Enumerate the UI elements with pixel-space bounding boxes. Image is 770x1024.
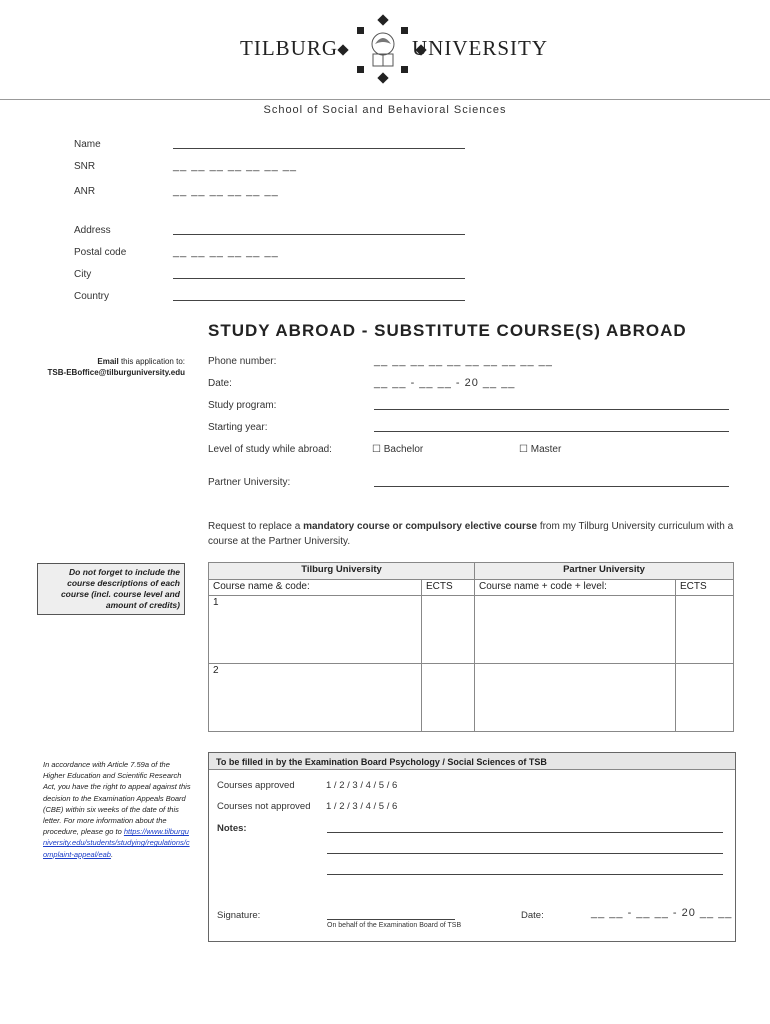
appeal-notice bbox=[43, 759, 193, 860]
request-pre: Request to replace a bbox=[208, 521, 304, 532]
appeal-link[interactable]: https://www.tilburguniversity.edu/students/studying/regulations/complaint-appeal/eab bbox=[43, 827, 190, 859]
address-field[interactable] bbox=[173, 234, 465, 235]
anr-field[interactable]: __ __ __ __ __ __ bbox=[173, 185, 279, 197]
level-label: Level of study while abroad: bbox=[208, 444, 332, 455]
snr-field[interactable]: __ __ __ __ __ __ __ bbox=[173, 160, 297, 172]
university-logo bbox=[240, 14, 548, 86]
row-2-partner-ects[interactable] bbox=[676, 664, 734, 732]
on-behalf-text: On behalf of the Examination Board of TSB bbox=[327, 922, 462, 929]
date-field[interactable]: __ __ - __ __ - 20 __ __ bbox=[374, 377, 516, 389]
postal-code-label: Postal code bbox=[74, 247, 127, 258]
notes-line-2[interactable] bbox=[327, 853, 723, 854]
signature-label: Signature: bbox=[217, 910, 261, 921]
board-date-label: Date: bbox=[521, 910, 544, 921]
courses-not-approved-label: Courses not approved bbox=[217, 801, 311, 812]
request-bold: mandatory course or compulsory elective course bbox=[303, 521, 538, 532]
phone-field[interactable]: __ __ __ __ __ __ __ __ __ __ bbox=[374, 355, 553, 367]
phone-label: Phone number: bbox=[208, 356, 277, 367]
tilburg-header: Tilburg University bbox=[209, 563, 475, 580]
signature-field[interactable] bbox=[327, 919, 455, 920]
logo-word-right: UNIVERSITY bbox=[412, 36, 548, 60]
table-row bbox=[209, 664, 734, 732]
col-ects-tilburg: ECTS bbox=[422, 580, 475, 596]
school-name: School of Social and Behavioral Sciences bbox=[263, 104, 507, 116]
row-1-partner-course[interactable] bbox=[475, 596, 676, 664]
country-field[interactable] bbox=[173, 300, 465, 301]
notes-label: Notes: bbox=[217, 823, 247, 834]
email-address[interactable]: TSB-EBoffice@tilburguniversity.edu bbox=[47, 368, 185, 377]
address-label: Address bbox=[74, 225, 111, 236]
snr-label: SNR bbox=[74, 161, 96, 172]
master-checkbox[interactable]: ☐ Master bbox=[519, 444, 562, 455]
email-bold: Email bbox=[97, 357, 119, 366]
courses-approved-options[interactable]: 1 / 2 / 3 / 4 / 5 / 6 bbox=[326, 780, 398, 791]
table-row bbox=[209, 596, 734, 664]
starting-year-field[interactable] bbox=[374, 431, 729, 432]
courses-approved-label: Courses approved bbox=[217, 780, 295, 791]
email-text: this application to: bbox=[118, 357, 185, 366]
row-1-ects[interactable] bbox=[422, 596, 475, 664]
row-2-partner-course[interactable] bbox=[475, 664, 676, 732]
city-field[interactable] bbox=[173, 278, 465, 279]
appeal-text: In accordance with Article 7.59a of the Higher Education and Scientific Research Act, you have the right to appeal against this decision to the Examination Appeals Board (CBE) within six weeks of the date of this letter. For more information about the procedure, please go to bbox=[43, 760, 191, 837]
row-2-course[interactable]: 2 bbox=[209, 664, 422, 732]
notes-line-1[interactable] bbox=[327, 832, 723, 833]
request-post: from my Tilburg University curriculum with a course at the Partner University. bbox=[208, 521, 734, 547]
city-label: City bbox=[74, 269, 92, 280]
board-date-field[interactable]: __ __ - __ __ - 20 __ __ bbox=[591, 907, 733, 919]
request-text bbox=[208, 519, 748, 549]
partner-header: Partner University bbox=[475, 563, 734, 580]
anr-label: ANR bbox=[74, 186, 96, 197]
postal-code-field[interactable]: __ __ __ __ __ __ bbox=[173, 246, 279, 258]
courses-not-approved-options[interactable]: 1 / 2 / 3 / 4 / 5 / 6 bbox=[326, 801, 398, 812]
exam-board-heading: To be filled in by the Examination Board Psychology / Social Sciences of TSB bbox=[209, 753, 735, 770]
form-title: STUDY ABROAD - SUBSTITUTE COURSE(S) ABROAD bbox=[208, 321, 687, 340]
email-instructions bbox=[20, 356, 185, 378]
row-2-ects[interactable] bbox=[422, 664, 475, 732]
col-partner-course: Course name + code + level: bbox=[475, 580, 676, 596]
date-label: Date: bbox=[208, 378, 232, 389]
starting-year-label: Starting year: bbox=[208, 422, 268, 433]
col-ects-partner: ECTS bbox=[676, 580, 734, 596]
country-label: Country bbox=[74, 291, 110, 302]
logo-word-left: TILBURG bbox=[240, 36, 338, 60]
row-1-partner-ects[interactable] bbox=[676, 596, 734, 664]
partner-university-label: Partner University: bbox=[208, 477, 291, 488]
exam-board-box bbox=[208, 752, 736, 942]
header-divider bbox=[0, 99, 770, 100]
study-program-field[interactable] bbox=[374, 409, 729, 410]
bachelor-checkbox[interactable]: ☐ Bachelor bbox=[372, 444, 424, 455]
col-course-name-code: Course name & code: bbox=[209, 580, 422, 596]
name-field[interactable] bbox=[173, 148, 465, 149]
course-description-reminder: Do not forget to include the course descriptions of each course (incl. course level and amount of credits) bbox=[37, 563, 185, 615]
name-label: Name bbox=[74, 139, 101, 150]
row-1-course[interactable]: 1 bbox=[209, 596, 422, 664]
study-program-label: Study program: bbox=[208, 400, 277, 411]
notes-line-3[interactable] bbox=[327, 874, 723, 875]
course-table bbox=[208, 562, 734, 732]
appeal-end: . bbox=[110, 849, 114, 859]
partner-university-field[interactable] bbox=[374, 486, 729, 487]
